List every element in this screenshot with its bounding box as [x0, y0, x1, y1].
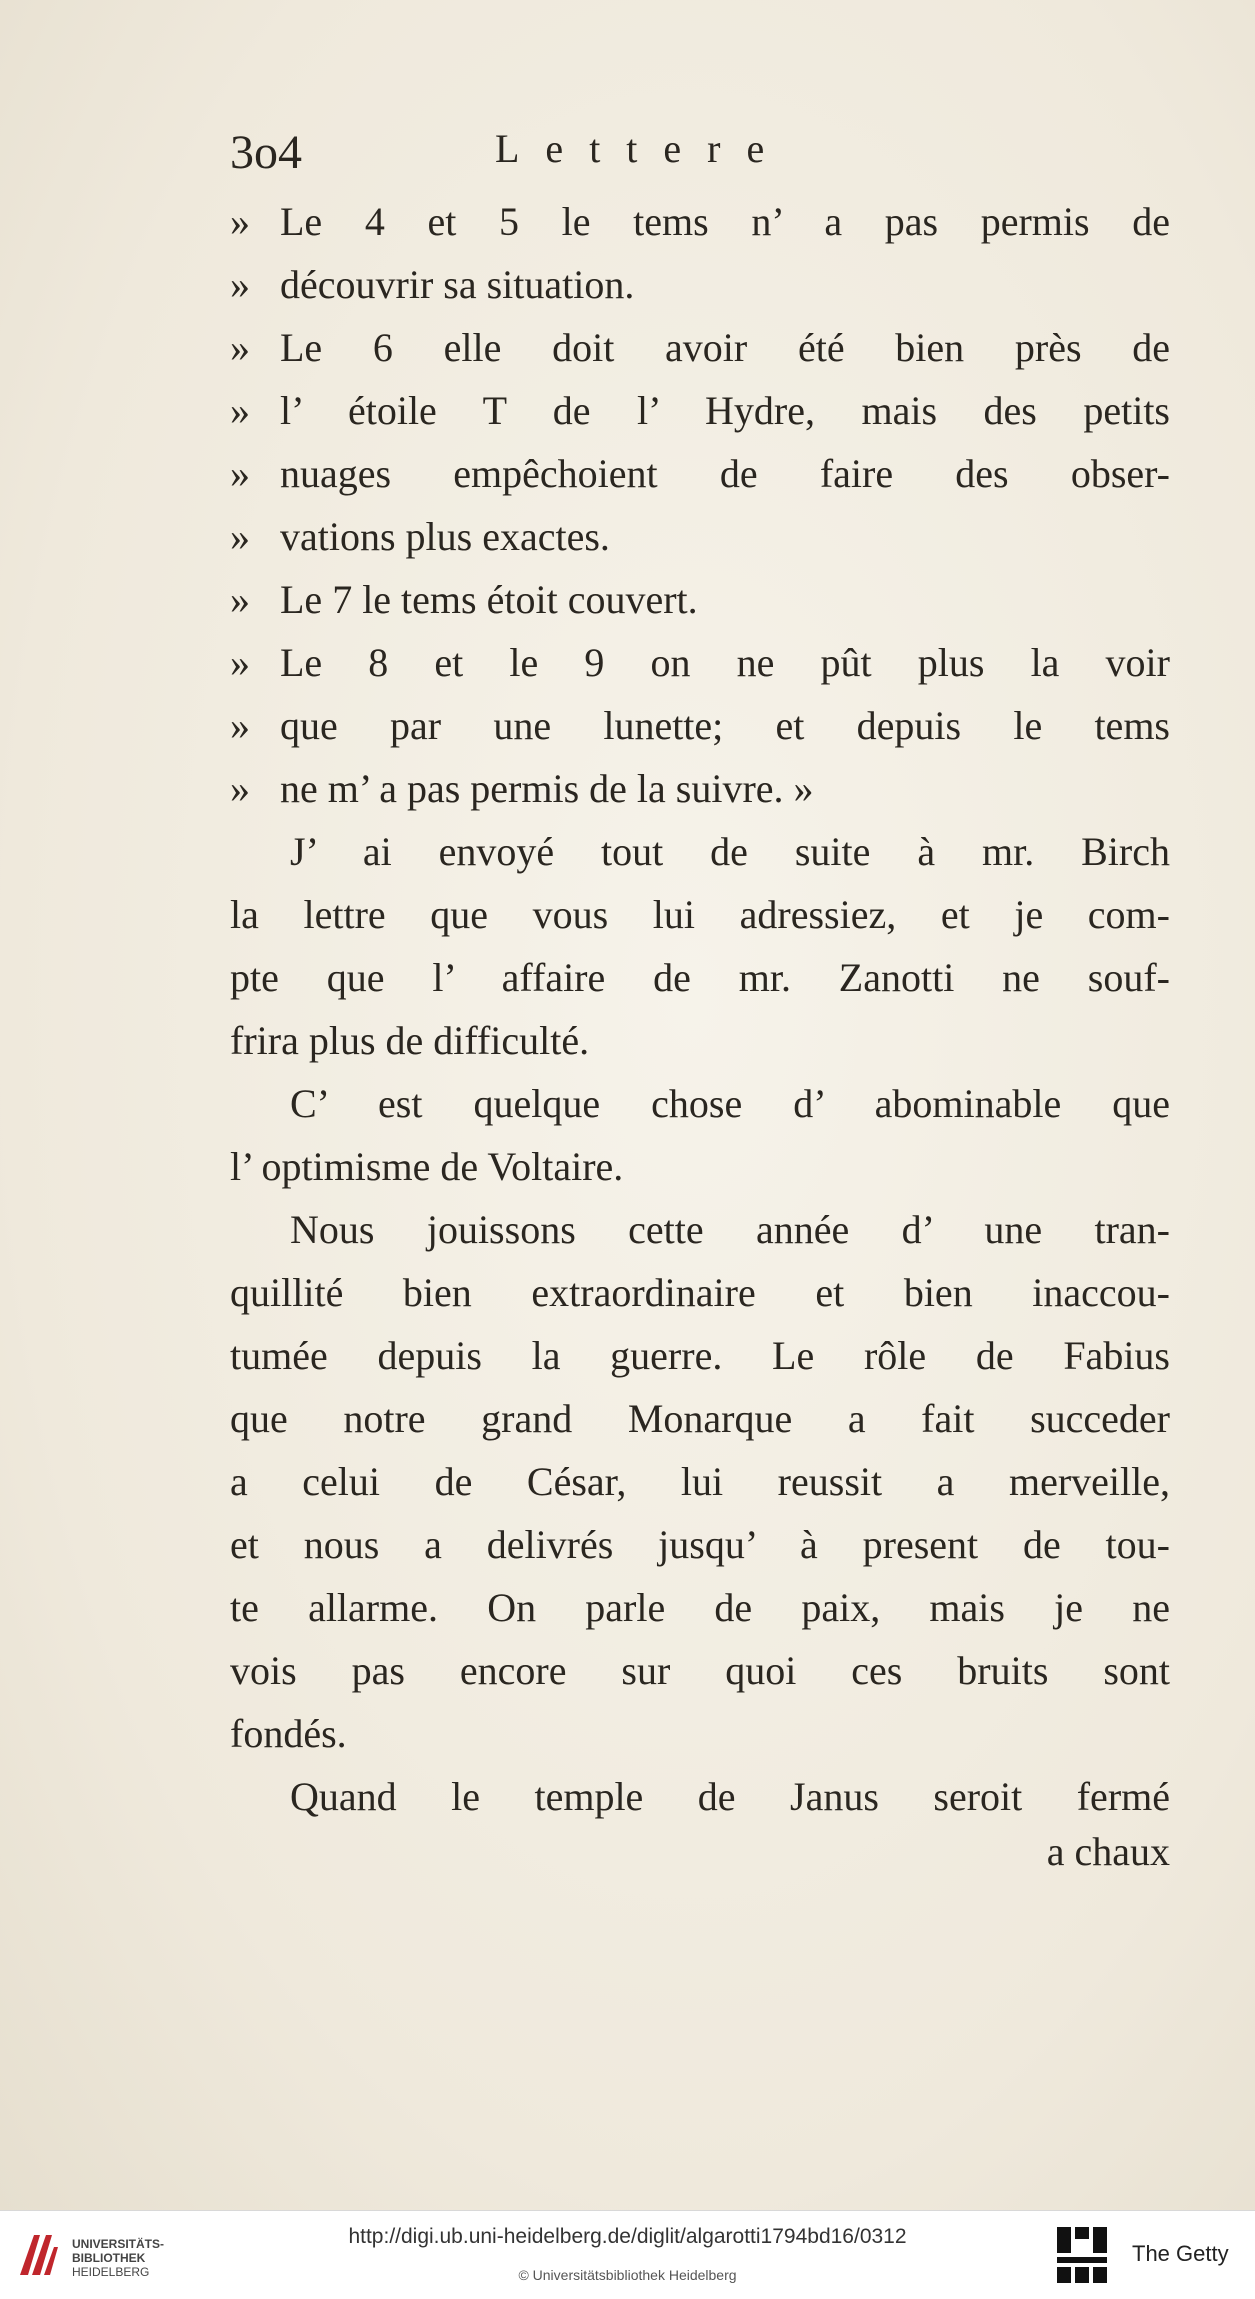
quote-mark: » — [230, 262, 250, 307]
library-name: UNIVERSITÄTS- BIBLIOTHEK HEIDELBERG — [72, 2237, 165, 2279]
text-line: frira plus de difficulté. — [230, 1018, 590, 1063]
quote-mark: » — [230, 577, 250, 622]
quote-mark: » — [230, 325, 250, 370]
quote-mark: » — [230, 514, 250, 559]
text-line: » ne m’ a pas permis de la suivre. » — [230, 757, 1170, 820]
text-line: J’ ai envoyé tout de suite à mr. Birch — [290, 829, 1170, 874]
text-line: que notre grand Monarque a fait succeder — [230, 1396, 1170, 1441]
getty-emblem-icon — [1055, 2225, 1115, 2285]
quote-mark: » — [230, 199, 250, 244]
running-title: Lettere — [495, 126, 791, 171]
text-line: pte que l’ affaire de mr. Zanotti ne souf- — [230, 955, 1170, 1000]
text-line: a celui de César, lui reussit a merveille, — [230, 1459, 1170, 1504]
text-line: » Le 4 et 5 le tems n’ a pas permis de — [230, 190, 1170, 253]
partner-name: The Getty — [1132, 2241, 1229, 2266]
page-number: 3o4 — [230, 126, 302, 179]
text-line: » Le 7 le tems étoit couvert. — [230, 568, 1170, 631]
text-line: » vations plus exactes. — [230, 505, 1170, 568]
text-line: l’ optimisme de Voltaire. — [230, 1144, 624, 1189]
footer-bar — [0, 2210, 1255, 2299]
catchword-text: a chaux — [1046, 1829, 1170, 1874]
running-head — [230, 125, 1180, 185]
text-line: Nous jouissons cette année d’ une tran- — [290, 1207, 1170, 1252]
quote-mark: » — [230, 703, 250, 748]
text-line: C’ est quelque chose d’ abominable que — [290, 1081, 1170, 1126]
text-line: fondés. — [230, 1711, 347, 1756]
quote-mark: » — [230, 388, 250, 433]
permalink-url[interactable]: http://digi.ub.uni-heidelberg.de/diglit/algarotti1794bd16/0312 — [348, 2225, 907, 2248]
text-line: et nous a delivrés jusqu’ à present de tou- — [230, 1522, 1170, 1567]
text-line: quillité bien extraordinaire et bien inaccou- — [230, 1270, 1170, 1315]
text-line: tumée depuis la guerre. Le rôle de Fabius — [230, 1333, 1170, 1378]
text-line: » l’ étoile T de l’ Hydre, mais des petits — [230, 379, 1170, 442]
body-text — [230, 190, 1170, 1828]
text-line: » nuages empêchoient de faire des obser- — [230, 442, 1170, 505]
text-line: » Le 8 et le 9 on ne pût plus la voir — [230, 631, 1170, 694]
catchword — [230, 1820, 1170, 1883]
quote-mark: » — [230, 451, 250, 496]
text-line: » que par une lunette; et depuis le tems — [230, 694, 1170, 757]
text-line: te allarme. On parle de paix, mais je ne — [230, 1585, 1170, 1630]
text-line: Quand le temple de Janus seroit fermé — [290, 1774, 1170, 1819]
quote-mark: » — [230, 766, 250, 811]
text-line: vois pas encore sur quoi ces bruits sont — [230, 1648, 1170, 1693]
quote-mark: » — [230, 640, 250, 685]
copyright-notice: © Universitätsbibliothek Heidelberg — [518, 2267, 737, 2283]
text-line: » découvrir sa situation. — [230, 253, 1170, 316]
text-line: » Le 6 elle doit avoir été bien près de — [230, 316, 1170, 379]
text-line: la lettre que vous lui adressiez, et je com- — [230, 892, 1170, 937]
